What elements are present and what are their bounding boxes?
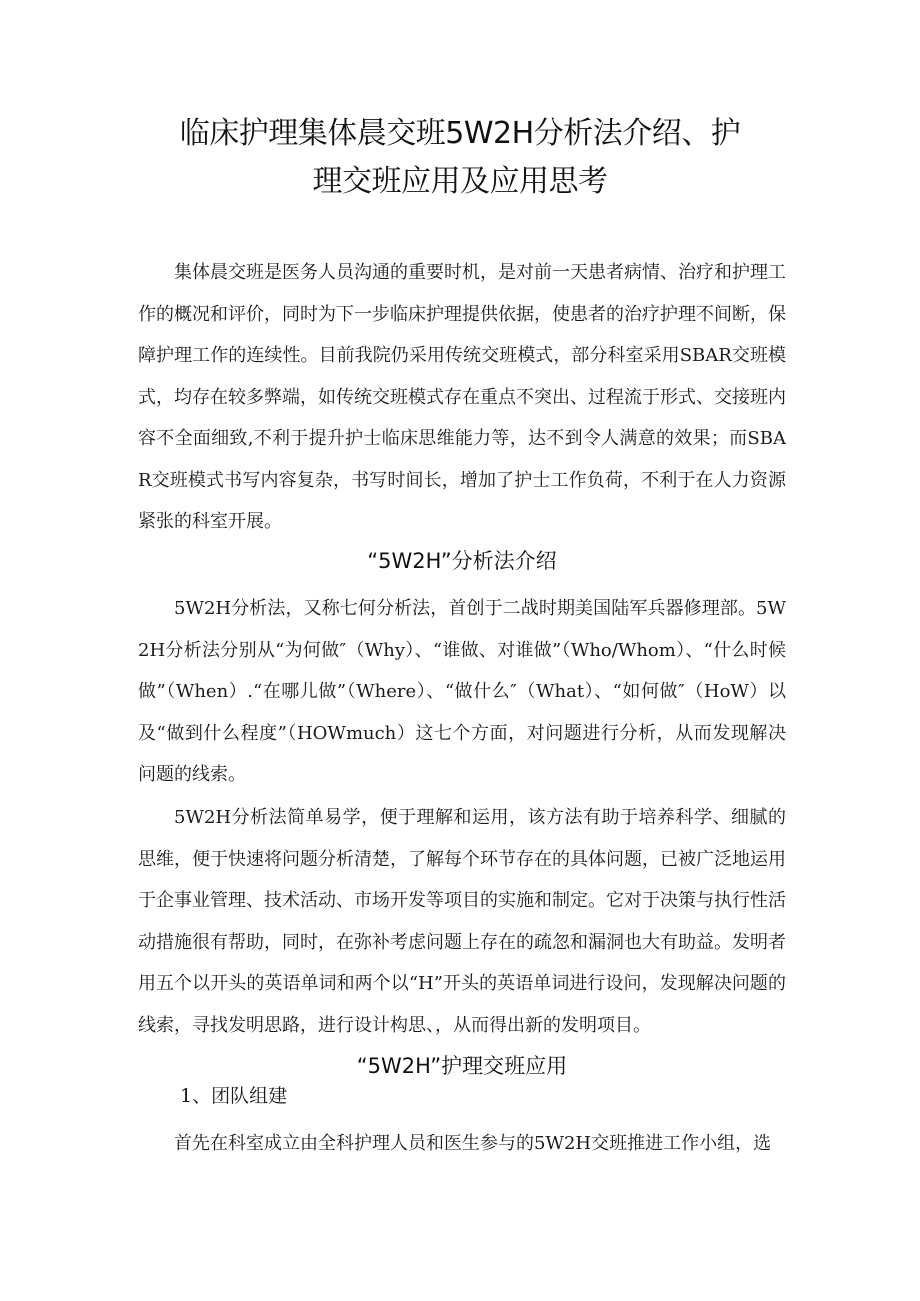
document-title — [120, 110, 800, 206]
title-line-1: 临床护理集体晨交班5W2H分析法介绍、护 — [179, 116, 741, 151]
section1-paragraph-2: 5W2H分析法简单易学，便于理解和运用，该方法有助于培养科学、细腻的思维，便于快速将问题分析清楚，了解每个环节存在的具体问题，已被广泛地运用于企事业管理、技术活动、市场开发等项目的实施和制定。它对于决策与执行性活动措施很有帮助，同时，在弥补考虑问题上存在的疏忽和漏洞也大有助益。发明者用五个以开头的英语单词和两个以“H”开头的英语单词进行设问，发现解决问题的线索，寻找发明思路，进行设计构思、，从而得出新的发明项目。 — [138, 807, 786, 1036]
section-heading-5w2h-intro: “5W2H”分析法介绍 — [367, 549, 557, 573]
section2-paragraph-1: 首先在科室成立由全科护理人员和医生参与的5W2H交班推进工作小组，选 — [174, 1133, 772, 1154]
section-heading-5w2h-application: “5W2H”护理交班应用 — [356, 1054, 568, 1078]
section1-paragraph-1: 5W2H分析法，又称七何分析法，首创于二战时期美国陆军兵器修理部。5W2H分析法分别从“为何做″（Why）、“谁做、对谁做”（Who/Whom）、“什么时候做”（When）.“在哪儿做”（Where）、“做什么″（What）、“如何做″（HoW）以及“做到什么程度”（HOWmuch）这七个方面，对问题进行分析，从而发现解决问题的线索。 — [138, 598, 786, 785]
intro-paragraph: 集体晨交班是医务人员沟通的重要时机，是对前一天患者病情、治疗和护理工作的概况和评价，同时为下一步临床护理提供依据，使患者的治疗护理不间断，保障护理工作的连续性。目前我院仍采用传统交班模式，部分科室采用SBAR交班模式，均存在较多弊端，如传统交班模式存在重点不突出、过程流于形式、交接班内容不全面细致,不利于提升护士临床思维能力等，达不到令人满意的效果；而SBAR交班模式书写内容复杂，书写时间长，增加了护士工作负荷，不利于在人力资源紧张的科室开展。 — [138, 262, 786, 532]
title-line-2: 理交班应用及应用思考 — [312, 164, 608, 199]
subheading-team-building: 1、团队组建 — [180, 1085, 288, 1107]
